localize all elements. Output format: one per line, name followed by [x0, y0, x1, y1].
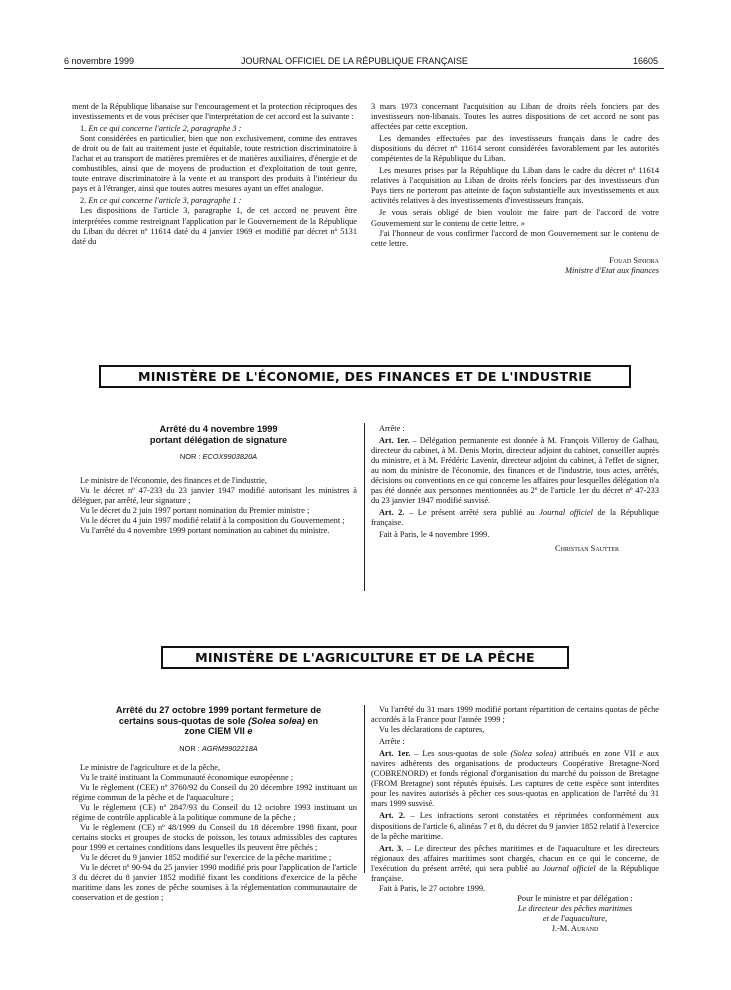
article-1	[371, 436, 659, 506]
decree-title-line3	[72, 726, 357, 737]
column-divider	[364, 423, 365, 591]
ministry1-left-column	[72, 424, 357, 536]
article-2	[371, 508, 659, 528]
ministry1-right-column	[371, 424, 659, 554]
paragraph: Vu le décret du 2 juin 1997 portant nomination du Premier ministre ;	[80, 506, 310, 516]
paragraph: Vu le règlement (CEE) nº 3760/92 du Conseil du 20 décembre 1992 instituant un régime commun de la pêche et de l'aquaculture ;	[72, 782, 357, 802]
paragraph: Les mesures prises par la République du Liban dans le cadre du décret nº 11614 relatives à l'acquisition au Liban de droits réels fonciers par des investisseurs d'un Pays tiers ne porteront pas atteinte de façon substantielle aux investissements et aux activités relatives à des investissements d'investisseurs français.	[371, 166, 659, 206]
header-journal-title: JOURNAL OFFICIEL DE LA RÉPUBLIQUE FRANÇAISE	[241, 56, 468, 66]
signer-name: Christian Sautter	[555, 543, 619, 553]
article-text-italic: Journal officiel	[542, 863, 596, 873]
paragraph: Les dispositions de l'article 3, paragraphe 1, de cet accord ne peuvent être interprétées comme restreignant l'application par le Gouvernement de la République du Liban du décret nº 11614 daté du 4 janvier 1969 et modifié par décret nº 5131 daté du	[72, 206, 357, 246]
signer-function: Le directeur des pêches maritimes	[517, 903, 633, 913]
signer-name: Fouad Siniora	[609, 255, 659, 265]
article-text: – Les sous-quotas de sole	[414, 749, 511, 759]
top-right-column	[371, 102, 659, 276]
decree-title: Arrêté du 27 octobre 1999 portant fermeture de	[115, 705, 322, 715]
signer-title: Ministre d'Etat aux finances	[565, 265, 659, 275]
title-text: zone CIEM VII	[184, 726, 248, 736]
place-date: Fait à Paris, le 4 novembre 1999.	[379, 530, 490, 540]
paragraph: Vu le règlement (CE) nº 2847/93 du Conseil du 12 octobre 1993 instituant un régime de contrôle applicable à la politique commune de la pêche ;	[72, 802, 357, 822]
title-text-italic: (Solea solea)	[248, 715, 305, 726]
paragraph: Les demandes effectuées par des investisseurs français dans le cadre des dispositions du décret nº 11614 seront considérées favorablement par les autorités compétentes de la République du Liban.	[371, 134, 659, 164]
paragraph: Vu l'arrêté du 4 novembre 1999 portant nomination au cabinet du ministre.	[80, 526, 330, 536]
nor-code: ECOX9903820A	[202, 452, 258, 461]
nor-reference	[72, 452, 357, 462]
article-label: Art. 2.	[379, 811, 406, 821]
article-text: – Délégation permanente est donnée à M. François Villeroy de Galhau, directeur du cabinet, à M. Denis Morin, directeur adjoint du cabinet, conseiller auprès du ministre, et à M. Frédéric Lavenir, directeur adjoint du cabinet, à l'effet de signer, au nom du ministre de l'économie, des finances et de l'industrie, tous actes, arrêtés, décisions ou conventions en ce qui concerne les affaires pour lesquelles délégation n'a pas été donnée aux personnes mentionnées au 2º de l'article 1er du décret nº 47-233 du 23 janvier 1947 modifié susvisé.	[371, 436, 659, 506]
article-2	[371, 811, 659, 841]
subheading-text: En ce qui concerne l'article 3, paragraphe 1 :	[88, 196, 242, 206]
article-text: aux navires adhérents des organisations de producteurs Coopérative Bretagne-Nord (COBRENORD) et fonds régional d'organisation du marché du poisson de Bretagne (FROM Bretagne) sont réputés épuisés. Les captures de cette espèce sont interdites pour les navires autorisés à pêcher ces sous-quotas en application de l'arrêté du 31 mars 1999 susvisé.	[371, 749, 660, 809]
subheading-number: 1.	[80, 124, 87, 134]
paragraph: Le ministre de l'agriculture et de la pêche,	[80, 762, 221, 772]
signer-name: J.-M. Aurand	[551, 923, 599, 933]
title-text: en	[304, 715, 319, 726]
decree-title-line2	[72, 716, 357, 727]
header-rule	[64, 68, 664, 69]
arrete-label: Arrête :	[379, 737, 405, 747]
nor-code: AGRM9902218A	[201, 743, 258, 753]
paragraph: Sont considérées en particulier, bien que non exclusivement, comme des entraves de droit ou de fait au traitement juste et équitable, toute restriction discriminatoire à l'achat et au transport de matières premières et de matières auxiliaires, d'énergie et de combustibles, ainsi que de moyens de production et d'exploitation de tout genre, toute entrave discriminatoire à la vente et au transport des produits à l'intérieur du pays et à l'étranger, ainsi que toutes autres mesures ayant un effet analogue.	[72, 134, 357, 194]
arrete-label: Arrête :	[379, 424, 405, 433]
decree-title: Arrêté du 4 novembre 1999	[159, 424, 278, 434]
title-text-italic: e	[247, 726, 253, 736]
paragraph: Vu l'arrêté du 31 mars 1999 modifié portant répartition de certains quotas de pêche accordés à la France pour l'année 1999 ;	[371, 705, 659, 725]
subheading	[72, 196, 357, 206]
article-text-italic: e	[639, 749, 644, 759]
paragraph: Vu le décret nº 90-94 du 25 janvier 1990 modifié pris pour l'application de l'article 3 du décret du 8 janvier 1852 modifié fixant les conditions d'exercice de la pêche maritime dans les zones de pêche soumises à la réglementation communautaire de conservation et de gestion ;	[72, 863, 357, 903]
column-divider	[364, 705, 365, 873]
article-label: Art. 2.	[379, 508, 405, 518]
place-date: Fait à Paris, le 27 octobre 1999.	[379, 883, 486, 893]
header-date: 6 novembre 1999	[64, 56, 135, 66]
nor-label: NOR :	[179, 452, 201, 461]
subheading-number: 2.	[80, 196, 87, 206]
delegation-line: Pour le ministre et par délégation :	[517, 893, 633, 903]
signer-function-line2: et de l'aquaculture,	[542, 913, 608, 923]
header-page-number: 16605	[633, 56, 659, 66]
paragraph: Le ministre de l'économie, des finances et de l'industrie,	[80, 476, 267, 486]
article-text: – Le présent arrêté sera publié au	[409, 508, 540, 518]
article-label: Art. 1er.	[379, 749, 411, 759]
article-text: – Le directeur des pêches maritimes et de l'aquaculture et les directeurs régionaux des affaires maritimes sont chargés, chacun en ce qui le concerne, de l'exécution du présent arrêté, qui sera publié au	[371, 843, 660, 873]
ministry2-left-column	[72, 705, 357, 903]
ministry2-right-column	[371, 705, 659, 934]
title-text: certains sous-quotas de sole	[118, 715, 249, 726]
paragraph: Vu le traité instituant la Communauté économique européenne ;	[80, 772, 294, 782]
article-text: de la République française.	[371, 508, 659, 528]
paragraph: Vu le décret nº 47-233 du 23 janvier 1947 modifié autorisant les ministres à déléguer, par arrêté, leur signature ;	[72, 486, 357, 506]
article-label: Art. 1er.	[379, 436, 410, 446]
article-text-italic: Journal officiel	[539, 508, 593, 518]
decree-subtitle: portant délégation de signature	[149, 434, 288, 445]
article-label: Art. 3.	[379, 843, 404, 853]
nor-label: NOR :	[179, 743, 200, 753]
paragraph: 3 mars 1973 concernant l'acquisition au Liban de droits réels fonciers par des investisseurs non-libanais. Toutes les autres dispositions de cet accord ne sont pas affectées par cette exception.	[371, 102, 659, 132]
ministry-banner-agriculture: MINISTÈRE DE L'AGRICULTURE ET DE LA PÊCHE	[161, 646, 569, 669]
paragraph: Vu le décret du 4 juin 1997 modifié relatif à la composition du Gouvernement ;	[80, 516, 345, 526]
top-left-column	[72, 102, 357, 247]
paragraph: Vu le règlement (CE) nº 48/1999 du Conseil du 18 décembre 1998 fixant, pour certains stocks et groupes de stocks de poisson, les totaux admissibles des captures pour 1999 et certaines conditions dans lesquelles ils peuvent être pêchés ;	[72, 822, 357, 852]
article-text: – Les infractions seront constatées et réprimées conformément aux dispositions de l'article 6, alinéas 7 et 8, du décret du 9 janvier 1852 relatif à l'exercice de la pêche maritime.	[371, 811, 659, 841]
article-text: de la République française.	[371, 863, 660, 883]
article-1	[371, 749, 659, 809]
nor-reference	[72, 744, 357, 754]
paragraph: ment de la République libanaise sur l'encouragement et la protection réciproques des investissements et de vous préciser que l'interprétation de cet accord est la suivante :	[72, 102, 357, 122]
article-text: attribués en zone VII	[556, 749, 640, 759]
ministry-banner-economie: MINISTÈRE DE L'ÉCONOMIE, DES FINANCES ET DE L'INDUSTRIE	[99, 365, 631, 388]
article-3	[371, 844, 659, 884]
paragraph: J'ai l'honneur de vous confirmer l'accord de mon Gouvernement sur le contenu de cette lettre.	[371, 228, 659, 248]
subheading	[72, 124, 357, 134]
paragraph: Vu les déclarations de captures,	[379, 725, 485, 735]
paragraph: Je vous serais obligé de bien vouloir me faire part de l'accord de votre Gouvernement sur le contenu de cette lettre. »	[371, 208, 659, 228]
subheading-text: En ce qui concerne l'article 2, paragraphe 3 :	[88, 124, 242, 134]
article-text-italic: (Solea solea)	[510, 749, 557, 759]
paragraph: Vu le décret du 9 janvier 1852 modifié sur l'exercice de la pêche maritime ;	[80, 852, 332, 862]
